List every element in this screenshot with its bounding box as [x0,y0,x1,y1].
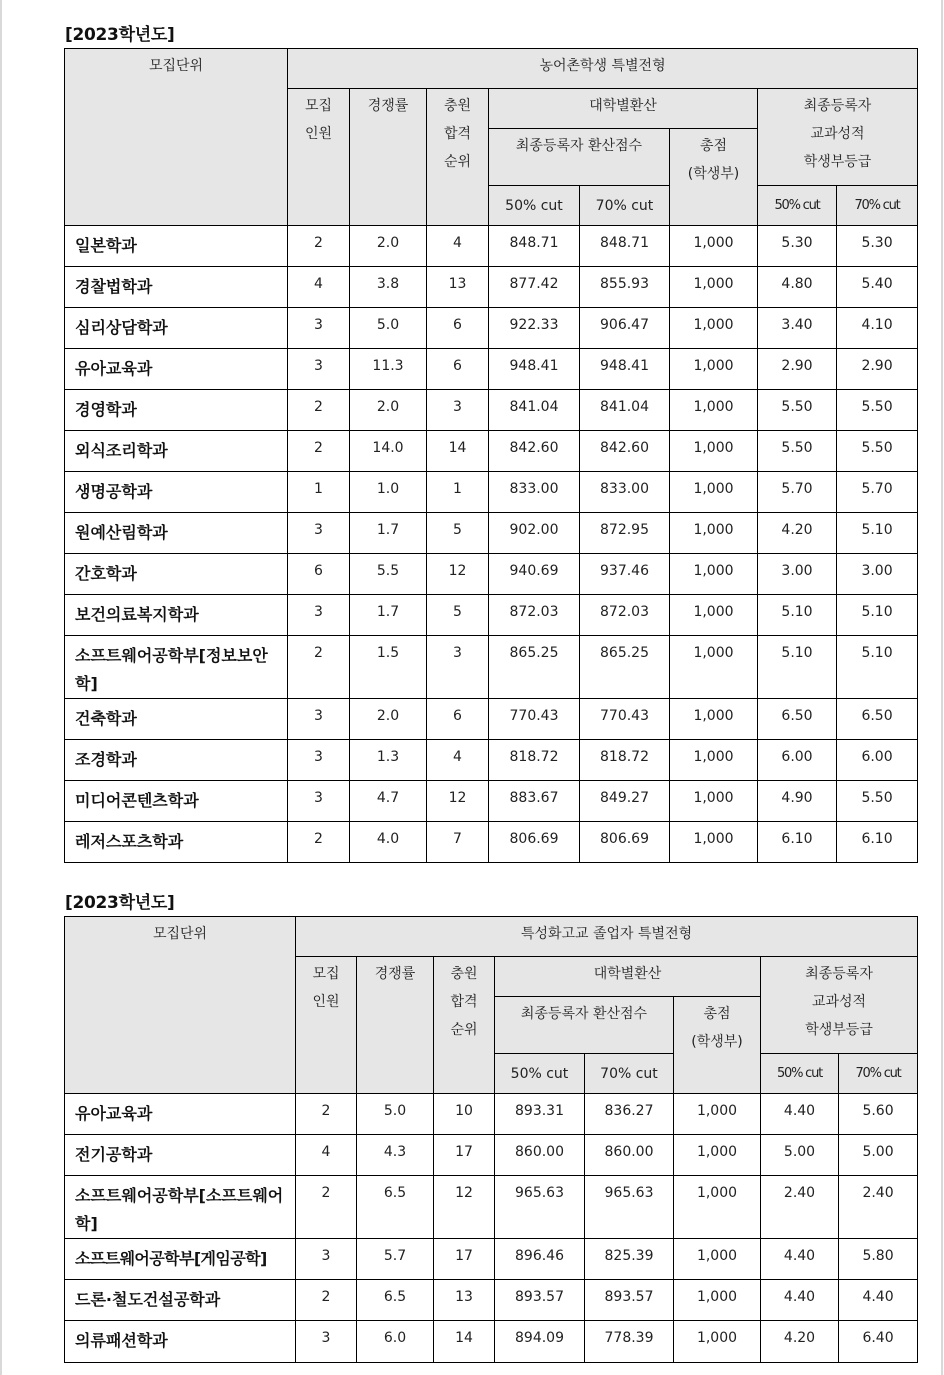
score-50-cut: 842.60 [489,431,580,472]
score-70-cut: 860.00 [585,1135,674,1176]
quota: 2 [288,822,350,863]
header-waitlist-rank: 충원 합격 순위 [427,89,489,226]
unit-name: 유아교육과 [65,349,288,390]
quota: 2 [288,636,350,699]
quota: 3 [288,595,350,636]
score-70-cut: 806.69 [580,822,670,863]
score-70-cut: 872.95 [580,513,670,554]
quota: 3 [288,699,350,740]
score-70-cut: 948.41 [580,349,670,390]
table-row [65,595,918,636]
total-score: 1,000 [670,431,758,472]
score-50-cut: 883.67 [489,781,580,822]
total-score: 1,000 [670,308,758,349]
table-row [65,1176,918,1239]
grade-70-cut: 5.00 [839,1135,918,1176]
score-70-cut: 841.04 [580,390,670,431]
score-50-cut: 770.43 [489,699,580,740]
ratio: 2.0 [350,390,427,431]
score-70-cut: 855.93 [580,267,670,308]
grade-70-cut: 5.50 [837,431,918,472]
quota: 3 [288,740,350,781]
table-row [65,699,918,740]
waitlist-rank: 4 [427,740,489,781]
unit-name: 경찰법학과 [65,267,288,308]
score-70-cut: 872.03 [580,595,670,636]
grade-70-cut: 5.60 [839,1094,918,1135]
header-ratio: 경쟁률 [357,957,434,1094]
score-70-cut: 833.00 [580,472,670,513]
table-row [65,740,918,781]
grade-50-cut: 5.30 [758,226,837,267]
grade-50-cut: 3.40 [758,308,837,349]
table-row [65,1280,918,1321]
grade-70-cut: 6.00 [837,740,918,781]
grade-70-cut: 5.80 [839,1239,918,1280]
unit-name: 보건의료복지학과 [65,595,288,636]
table-row [65,308,918,349]
quota: 3 [288,781,350,822]
unit-name: 소프트웨어공학부[정보보안학] [65,636,288,699]
unit-name: 의류패션학과 [65,1321,296,1363]
quota: 1 [288,472,350,513]
ratio: 3.8 [350,267,427,308]
table-row [65,1135,918,1176]
total-score: 1,000 [670,267,758,308]
header-total: 총점 (학생부) [670,129,758,226]
total-score: 1,000 [674,1239,761,1280]
grade-70-cut: 5.10 [837,595,918,636]
table-row [65,636,918,699]
header-grade-70-cut: 70% cut [839,1054,918,1094]
ratio: 4.0 [350,822,427,863]
grade-50-cut: 4.40 [761,1239,839,1280]
grade-70-cut: 5.10 [837,513,918,554]
page-right-edge [941,0,943,1375]
waitlist-rank: 13 [434,1280,495,1321]
unit-name: 미디어콘텐츠학과 [65,781,288,822]
unit-name: 원예산림학과 [65,513,288,554]
unit-name: 일본학과 [65,226,288,267]
total-score: 1,000 [670,226,758,267]
table-row [65,822,918,863]
grade-50-cut: 4.40 [761,1280,839,1321]
ratio: 1.0 [350,472,427,513]
ratio: 6.0 [357,1321,434,1363]
score-70-cut: 842.60 [580,431,670,472]
score-50-cut: 896.46 [495,1239,585,1280]
ratio: 6.5 [357,1176,434,1239]
score-70-cut: 778.39 [585,1321,674,1363]
quota: 3 [296,1321,357,1363]
header-track: 농어촌학생 특별전형 [288,49,918,89]
grade-50-cut: 4.40 [761,1094,839,1135]
score-50-cut: 833.00 [489,472,580,513]
ratio: 2.0 [350,699,427,740]
score-50-cut: 965.63 [495,1176,585,1239]
ratio: 6.5 [357,1280,434,1321]
score-50-cut: 841.04 [489,390,580,431]
header-grade-50-cut: 50% cut [758,186,837,226]
quota: 3 [288,513,350,554]
waitlist-rank: 17 [434,1135,495,1176]
score-70-cut: 906.47 [580,308,670,349]
quota: 2 [296,1094,357,1135]
total-score: 1,000 [670,636,758,699]
table-row [65,267,918,308]
grade-70-cut: 6.50 [837,699,918,740]
grade-50-cut: 5.10 [758,595,837,636]
score-70-cut: 893.57 [585,1280,674,1321]
score-70-cut: 848.71 [580,226,670,267]
waitlist-rank: 17 [434,1239,495,1280]
ratio: 5.7 [357,1239,434,1280]
total-score: 1,000 [674,1280,761,1321]
total-score: 1,000 [674,1135,761,1176]
waitlist-rank: 6 [427,349,489,390]
grade-50-cut: 4.80 [758,267,837,308]
unit-name: 조경학과 [65,740,288,781]
score-70-cut: 818.72 [580,740,670,781]
grade-50-cut: 5.70 [758,472,837,513]
total-score: 1,000 [674,1176,761,1239]
score-50-cut: 894.09 [495,1321,585,1363]
quota: 3 [296,1239,357,1280]
header-score-50-cut: 50% cut [495,1054,585,1094]
unit-name: 간호학과 [65,554,288,595]
score-50-cut: 922.33 [489,308,580,349]
grade-50-cut: 2.40 [761,1176,839,1239]
grade-70-cut: 2.40 [839,1176,918,1239]
header-waitlist-rank: 충원 합격 순위 [434,957,495,1094]
waitlist-rank: 14 [427,431,489,472]
quota: 3 [288,308,350,349]
waitlist-rank: 6 [427,308,489,349]
grade-70-cut: 4.40 [839,1280,918,1321]
waitlist-rank: 3 [427,636,489,699]
grade-50-cut: 6.50 [758,699,837,740]
score-70-cut: 965.63 [585,1176,674,1239]
waitlist-rank: 12 [427,554,489,595]
header-score-70-cut: 70% cut [580,186,670,226]
score-70-cut: 865.25 [580,636,670,699]
total-score: 1,000 [670,822,758,863]
header-final-score: 최종등록자 환산점수 [495,997,674,1054]
ratio: 1.7 [350,595,427,636]
grade-70-cut: 3.00 [837,554,918,595]
quota: 4 [296,1135,357,1176]
header-final-score: 최종등록자 환산점수 [489,129,670,186]
header-score-70-cut: 70% cut [585,1054,674,1094]
header-conversion: 대학별환산 [495,957,761,997]
grade-50-cut: 3.00 [758,554,837,595]
ratio: 5.0 [350,308,427,349]
grade-50-cut: 5.00 [761,1135,839,1176]
header-ratio: 경쟁률 [350,89,427,226]
unit-name: 레저스포츠학과 [65,822,288,863]
quota: 2 [296,1280,357,1321]
score-50-cut: 860.00 [495,1135,585,1176]
score-50-cut: 818.72 [489,740,580,781]
grade-50-cut: 4.20 [758,513,837,554]
grade-70-cut: 4.10 [837,308,918,349]
header-total: 총점 (학생부) [674,997,761,1094]
score-50-cut: 940.69 [489,554,580,595]
grade-70-cut: 5.10 [837,636,918,699]
waitlist-rank: 5 [427,513,489,554]
ratio: 4.3 [357,1135,434,1176]
score-50-cut: 806.69 [489,822,580,863]
table-row [65,472,918,513]
waitlist-rank: 12 [427,781,489,822]
table-row [65,1239,918,1280]
admission-table-vocational [64,916,918,1363]
grade-50-cut: 2.90 [758,349,837,390]
grade-50-cut: 5.10 [758,636,837,699]
section-rural-students [64,24,918,863]
grade-70-cut: 5.70 [837,472,918,513]
header-grade: 최종등록자 교과성적 학생부등급 [758,89,918,186]
total-score: 1,000 [670,390,758,431]
ratio: 1.7 [350,513,427,554]
ratio: 2.0 [350,226,427,267]
total-score: 1,000 [670,595,758,636]
score-50-cut: 893.31 [495,1094,585,1135]
table-row [65,226,918,267]
score-70-cut: 937.46 [580,554,670,595]
table-row [65,390,918,431]
unit-name: 심리상담학과 [65,308,288,349]
header-quota: 모집 인원 [296,957,357,1094]
table-row [65,349,918,390]
table-row [65,1321,918,1363]
waitlist-rank: 1 [427,472,489,513]
waitlist-rank: 12 [434,1176,495,1239]
grade-70-cut: 6.10 [837,822,918,863]
total-score: 1,000 [670,472,758,513]
unit-name: 생명공학과 [65,472,288,513]
unit-name: 소프트웨어공학부[소프트웨어학] [65,1176,296,1239]
quota: 2 [288,431,350,472]
grade-70-cut: 5.30 [837,226,918,267]
waitlist-rank: 10 [434,1094,495,1135]
table-row [65,1094,918,1135]
total-score: 1,000 [670,513,758,554]
table-row [65,554,918,595]
total-score: 1,000 [670,349,758,390]
table-row [65,431,918,472]
quota: 6 [288,554,350,595]
grade-50-cut: 4.90 [758,781,837,822]
grade-50-cut: 6.00 [758,740,837,781]
section-vocational-graduates [64,892,918,1363]
admission-table-rural [64,48,918,863]
grade-70-cut: 6.40 [839,1321,918,1363]
score-70-cut: 836.27 [585,1094,674,1135]
score-50-cut: 872.03 [489,595,580,636]
header-quota: 모집 인원 [288,89,350,226]
waitlist-rank: 7 [427,822,489,863]
total-score: 1,000 [670,781,758,822]
grade-50-cut: 4.20 [761,1321,839,1363]
score-50-cut: 948.41 [489,349,580,390]
unit-name: 경영학과 [65,390,288,431]
waitlist-rank: 14 [434,1321,495,1363]
header-score-50-cut: 50% cut [489,186,580,226]
ratio: 1.3 [350,740,427,781]
section-title: [2023학년도] [65,25,175,45]
grade-70-cut: 2.90 [837,349,918,390]
grade-50-cut: 6.10 [758,822,837,863]
quota: 2 [296,1176,357,1239]
waitlist-rank: 13 [427,267,489,308]
header-grade: 최종등록자 교과성적 학생부등급 [761,957,918,1054]
grade-70-cut: 5.50 [837,781,918,822]
unit-name: 드론·철도건설공학과 [65,1280,296,1321]
total-score: 1,000 [674,1094,761,1135]
score-70-cut: 770.43 [580,699,670,740]
score-50-cut: 893.57 [495,1280,585,1321]
table-row [65,781,918,822]
score-50-cut: 877.42 [489,267,580,308]
grade-70-cut: 5.50 [837,390,918,431]
grade-50-cut: 5.50 [758,431,837,472]
grade-50-cut: 5.50 [758,390,837,431]
table-row [65,513,918,554]
waitlist-rank: 6 [427,699,489,740]
header-conversion: 대학별환산 [489,89,758,129]
quota: 2 [288,226,350,267]
score-70-cut: 825.39 [585,1239,674,1280]
header-grade-70-cut: 70% cut [837,186,918,226]
total-score: 1,000 [674,1321,761,1363]
ratio: 1.5 [350,636,427,699]
section-title: [2023학년도] [65,893,175,913]
unit-name: 유아교육과 [65,1094,296,1135]
ratio: 5.0 [357,1094,434,1135]
score-50-cut: 865.25 [489,636,580,699]
ratio: 5.5 [350,554,427,595]
score-50-cut: 848.71 [489,226,580,267]
unit-name: 소프트웨어공학부[게임공학] [65,1239,296,1280]
header-unit: 모집단위 [65,49,288,226]
score-50-cut: 902.00 [489,513,580,554]
score-70-cut: 849.27 [580,781,670,822]
waitlist-rank: 4 [427,226,489,267]
total-score: 1,000 [670,699,758,740]
ratio: 11.3 [350,349,427,390]
quota: 2 [288,390,350,431]
header-grade-50-cut: 50% cut [761,1054,839,1094]
unit-name: 전기공학과 [65,1135,296,1176]
quota: 4 [288,267,350,308]
waitlist-rank: 3 [427,390,489,431]
ratio: 4.7 [350,781,427,822]
grade-70-cut: 5.40 [837,267,918,308]
page-left-edge [0,0,2,1375]
total-score: 1,000 [670,554,758,595]
waitlist-rank: 5 [427,595,489,636]
unit-name: 건축학과 [65,699,288,740]
ratio: 14.0 [350,431,427,472]
header-unit: 모집단위 [65,917,296,1094]
total-score: 1,000 [670,740,758,781]
quota: 3 [288,349,350,390]
header-track: 특성화고교 졸업자 특별전형 [296,917,918,957]
unit-name: 외식조리학과 [65,431,288,472]
